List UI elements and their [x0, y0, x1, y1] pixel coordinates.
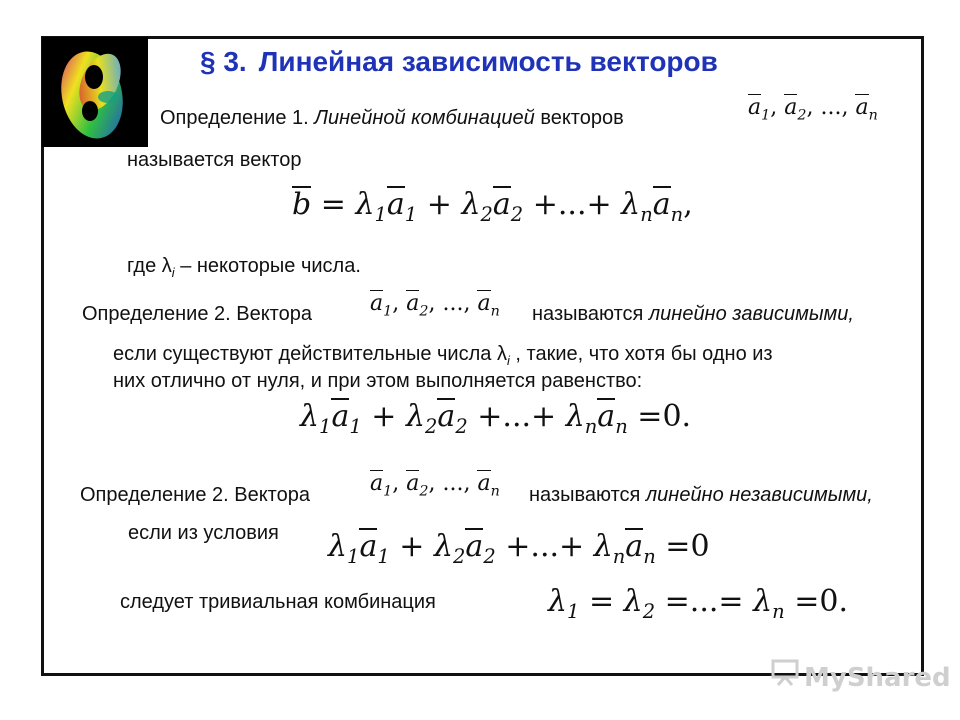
- def2-called: называются линейно зависимыми,: [532, 303, 854, 325]
- def3-called: называются линейно независимыми,: [529, 484, 873, 506]
- def2-line2: если существуют действительные числа $\lambda_i$ , такие, что хотя бы одно из: [113, 343, 773, 368]
- vector-list-formula-1: $a_1$, $a_2$, ..., $a_n$: [748, 95, 878, 124]
- title-section: § 3.: [200, 46, 247, 77]
- def2-line3: них отлично от нуля, и при этом выполняется равенство:: [113, 370, 643, 392]
- linear-combination-formula: $b = \lambda_1a_1 + \lambda_2a_2$ +...+ $\lambda_na_n$,: [292, 187, 693, 226]
- def3-follows: следует тривиальная комбинация: [120, 591, 436, 613]
- logo-image: [42, 37, 148, 147]
- vector-list-formula-3: $a_1$, $a_2$, ..., $a_n$: [370, 471, 500, 500]
- def2-label: Определение 2. Вектора: [82, 303, 312, 325]
- def1-line1: [160, 106, 624, 130]
- def3-cond: если из условия: [128, 522, 279, 544]
- zero-combination-formula-1: $\lambda_1a_1 + \lambda_2a_2$ +...+ $\lambda_na_n =0$.: [300, 399, 692, 438]
- def1-rest: векторов: [540, 107, 624, 129]
- def1-italic: Линейной комбинацией: [314, 107, 535, 129]
- page-title: [200, 46, 718, 78]
- def1-where: где $\lambda_i$ – некоторые числа.: [127, 255, 361, 280]
- title-text: Линейная зависимость векторов: [258, 46, 718, 77]
- def1-line2: называется вектор: [127, 149, 302, 171]
- trivial-combination-formula: $\lambda_1 = \lambda_2$ =...= $\lambda_n =0$.: [548, 584, 848, 623]
- def3-label: Определение 2. Вектора: [80, 484, 310, 506]
- def1-label: Определение 1.: [160, 107, 309, 129]
- watermark-text: MyShared: [804, 663, 951, 693]
- watermark: [770, 658, 951, 693]
- presentation-board-icon: [770, 658, 800, 693]
- zero-combination-formula-2: $\lambda_1a_1 + \lambda_2a_2$ +...+ $\lambda_na_n =0$: [328, 529, 710, 568]
- vector-list-formula-2: $a_1$, $a_2$, ..., $a_n$: [370, 291, 500, 320]
